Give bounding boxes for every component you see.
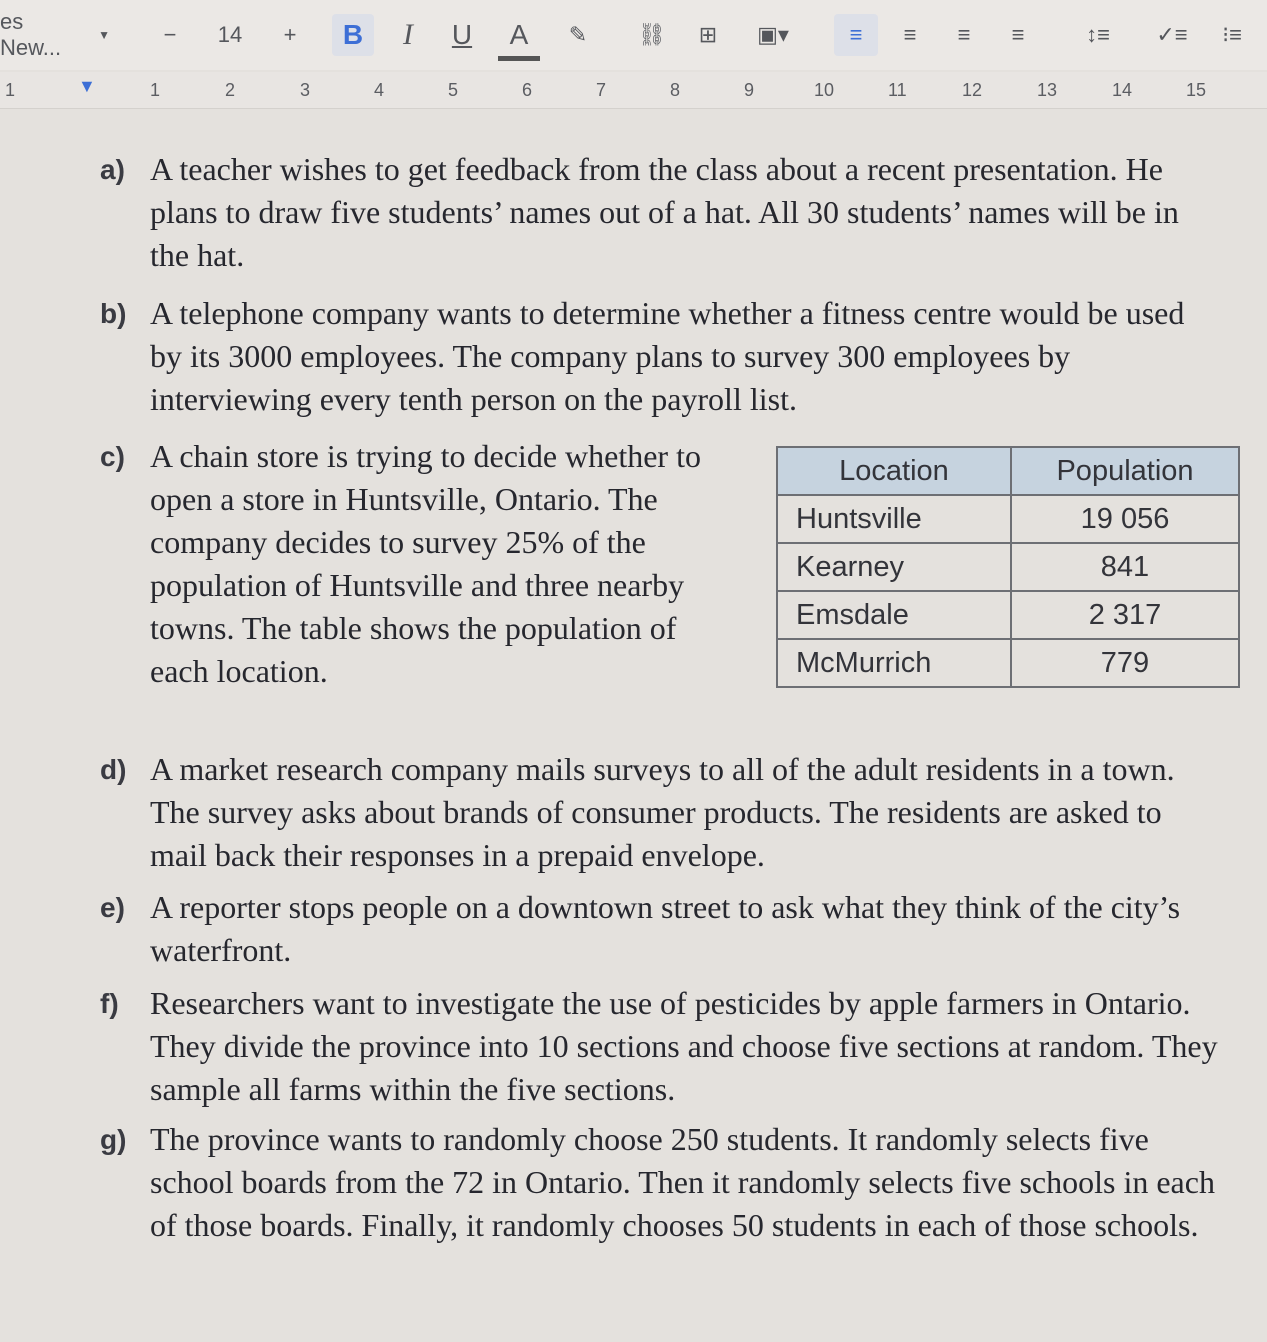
question-text: The province wants to randomly choose 250 students. It randomly selects five school boards from the 72 in Ontario. Then it randomly selects five schools in each of those boards. Finally, it randomly chooses 50 students in each of those schools.	[150, 1121, 1215, 1243]
cell-population: 779	[1011, 639, 1239, 687]
align-left-icon[interactable]: ≡	[834, 14, 878, 56]
link-icon[interactable]: ⛓	[638, 22, 666, 47]
question-label: f)	[100, 988, 119, 1019]
decrease-font-size-button[interactable]: −	[163, 22, 177, 47]
underline-button[interactable]: U	[451, 19, 473, 50]
ruler-number: 9	[744, 80, 755, 100]
table-row	[777, 543, 1239, 591]
ruler-number: 5	[448, 80, 459, 100]
population-table	[776, 446, 1240, 688]
ruler[interactable]	[0, 72, 1267, 109]
cell-population: 2 317	[1011, 591, 1239, 639]
cell-location: Huntsville	[777, 495, 1011, 543]
question-text: Researchers want to investigate the use of pesticides by apple farmers in Ontario. They divide the province into 10 sections and choose five sections at random. They sample all farms within the five sections.	[150, 985, 1218, 1107]
bulleted-list-icon[interactable]: ⁝≡	[1222, 22, 1242, 47]
ruler-number: 1	[5, 80, 16, 100]
italic-button[interactable]: I	[403, 18, 413, 51]
chevron-down-icon: ▼	[98, 28, 110, 42]
align-center-icon[interactable]: ≡	[903, 22, 917, 47]
question-b	[100, 292, 1220, 421]
question-text: A chain store is trying to decide whether to open a store in Huntsville, Ontario. The company decides to survey 25% of the population of Huntsville and three nearby towns. The table shows the population of each location.	[150, 438, 701, 689]
align-right-icon[interactable]: ≡	[957, 22, 971, 47]
text-color-button[interactable]: A	[498, 14, 540, 61]
header-population: Population	[1011, 447, 1239, 495]
ruler-number: 1	[150, 80, 161, 100]
ruler-number: 14	[1112, 80, 1133, 100]
question-label: d)	[100, 754, 127, 785]
table-row	[777, 495, 1239, 543]
question-text: A teacher wishes to get feedback from the class about a recent presentation. He plans to draw five students’ names out of a hat. All 30 students’ names will be in the hat.	[150, 151, 1179, 273]
insert-image-icon[interactable]: ▣▾	[757, 22, 789, 47]
toolbar	[0, 0, 1267, 70]
line-spacing-icon[interactable]: ↕≡	[1086, 22, 1110, 47]
justify-icon[interactable]: ≡	[1011, 22, 1025, 47]
question-g	[100, 1118, 1220, 1247]
ruler-number: 7	[596, 80, 607, 100]
table-row	[777, 591, 1239, 639]
increase-font-size-button[interactable]: +	[283, 22, 297, 47]
ruler-number: 3	[300, 80, 311, 100]
checklist-icon[interactable]: ✓≡	[1156, 22, 1188, 47]
font-family-select[interactable]	[0, 9, 110, 60]
ruler-number: 8	[670, 80, 681, 100]
cell-location: McMurrich	[777, 639, 1011, 687]
ruler-number: 12	[962, 80, 983, 100]
ruler-number: 13	[1037, 80, 1058, 100]
question-text: A reporter stops people on a downtown street to ask what they think of the city’s waterfront.	[150, 889, 1181, 968]
question-a	[100, 148, 1220, 277]
header-location: Location	[777, 447, 1011, 495]
ruler-number: 2	[225, 80, 236, 100]
question-label: b)	[100, 298, 127, 329]
highlight-pen-icon[interactable]: ✎	[568, 22, 588, 47]
cell-location: Kearney	[777, 543, 1011, 591]
question-e	[100, 886, 1220, 972]
question-text: A telephone company wants to determine whether a fitness centre would be used by its 3000 employees. The company plans to survey 300 employees by interviewing every tenth person on the payroll list.	[150, 295, 1185, 417]
ruler-number: 4	[374, 80, 385, 100]
question-text: A market research company mails surveys to all of the adult residents in a town. The survey asks about brands of consumer products. The residents are asked to mail back their responses in a prepaid envelope.	[150, 751, 1175, 873]
table-row	[777, 639, 1239, 687]
question-d	[100, 748, 1220, 877]
question-label: a)	[100, 154, 125, 185]
bold-button[interactable]: B	[332, 14, 374, 56]
question-c	[100, 435, 730, 693]
question-label: g)	[100, 1124, 127, 1155]
ruler-number: 15	[1186, 80, 1207, 100]
question-label: c)	[100, 441, 125, 472]
font-size-input[interactable]: 14	[217, 22, 243, 47]
document-body[interactable]	[0, 110, 1267, 1342]
indent-marker-icon[interactable]: ▼	[78, 76, 96, 96]
add-comment-icon[interactable]: ⊞	[698, 22, 718, 47]
font-name: es New...	[0, 9, 62, 60]
cell-location: Emsdale	[777, 591, 1011, 639]
question-f	[100, 982, 1220, 1111]
question-label: e)	[100, 892, 125, 923]
cell-population: 19 056	[1011, 495, 1239, 543]
ruler-number: 6	[522, 80, 533, 100]
cell-population: 841	[1011, 543, 1239, 591]
ruler-number: 10	[814, 80, 835, 100]
ruler-number: 11	[888, 80, 907, 100]
